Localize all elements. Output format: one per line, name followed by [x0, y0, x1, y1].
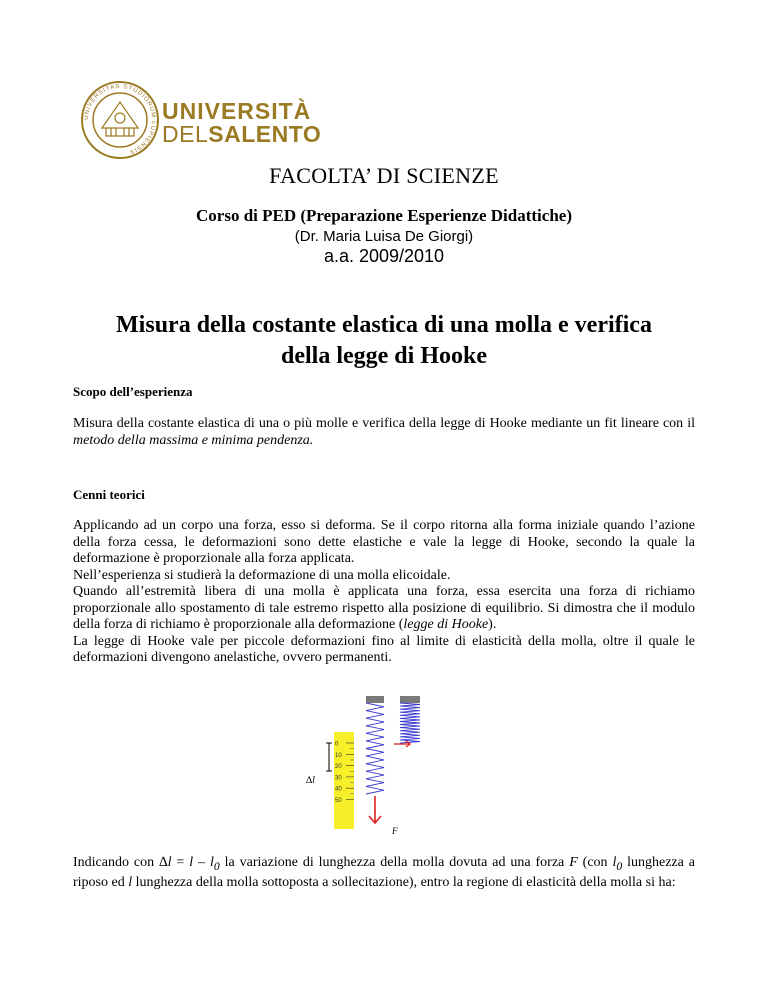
ruler-tick-label: 50: [335, 798, 342, 804]
title-line-1: Misura della costante elastica di una molla e verifica: [116, 312, 652, 338]
teacher-name: (Dr. Maria Luisa De Giorgi): [294, 228, 474, 245]
af-c: –: [193, 855, 210, 870]
academic-year: a.a. 2009/2010: [323, 246, 445, 266]
svg-text:UNIVERSITAS STUDIORUM LUPIENSI: [84, 84, 156, 155]
logo-del: DEL: [162, 121, 209, 147]
document-title: [0, 310, 768, 372]
spring-mount-right: [400, 696, 420, 703]
theory-heading: Cenni teorici: [73, 487, 145, 502]
spring-ruler-figure: [300, 686, 450, 836]
af-a: Indicando con: [73, 855, 160, 870]
af-sub0b: 0: [616, 859, 623, 873]
af-sym-l0: l: [209, 855, 214, 870]
university-seal-logo: [80, 80, 160, 160]
course-name: Corso di PED (Preparazione Esperienze Didattiche): [196, 206, 572, 225]
ruler-tick-label: 20: [335, 764, 342, 771]
seal-text: UNIVERSITAS STUDIORUM LUPIENSIS: [83, 83, 157, 155]
af-sub0: 0: [213, 859, 220, 873]
ruler-tick-label: 10: [335, 752, 342, 759]
spring-mount-left: [366, 696, 384, 703]
scope-text-italic: metodo della massima e minima pendenza.: [73, 432, 314, 448]
af-sym-delta-l: ∆l: [159, 855, 172, 870]
faculty-heading: FACOLTA’ DI SCIENZE: [269, 163, 499, 188]
scope-paragraph: [73, 416, 695, 449]
logo-line-universita: UNIVERSITÀ: [162, 98, 312, 124]
scope-heading: Scopo dell’esperienza: [73, 384, 193, 399]
delta-l-label: ∆l: [306, 775, 315, 786]
theory-p1: Applicando ad un corpo una forza, esso si deforma. Se il corpo ritorna alla forma iniziale quando l’azione della forza cessa, le deformazioni sono dette elastiche e vale la legge di Hooke, secondo la quale la deformazione è proporzionale alla forza applicata.: [73, 518, 695, 566]
ruler-tick-label: 0: [335, 741, 339, 748]
title-line-2: della legge di Hooke: [281, 343, 487, 369]
logo-salento: SALENTO: [208, 121, 322, 147]
af-sym-l0b: l: [612, 855, 617, 870]
af-d: la variazione di lunghezza della molla dovuta ad una forza: [219, 855, 570, 870]
ruler-tick-label: 40: [335, 786, 342, 793]
theory-p3-a: Quando all’estremità libera di una molla è applicata una forza, essa esercita una forza di richiamo proporzionale allo spostamento di tale estremo rispetto alla posizione di equilibrio. Si dimostra che il modulo della forza di richiamo è proporzionale alla deformazione (: [73, 584, 695, 632]
spring-stretched: [366, 703, 384, 794]
theory-p3-b: ).: [488, 617, 497, 632]
af-sym-f: F: [569, 855, 578, 870]
delta-bracket: [326, 743, 332, 771]
deformation-paragraph: [73, 855, 695, 892]
theory-paragraph: [73, 518, 695, 667]
spring-rest: [400, 703, 420, 743]
af-f: lunghezza a riposo ed: [73, 855, 695, 891]
scope-text-a: Misura della costante elastica di una o più molle e verifica della legge di Hooke mediante un fit lineare con il: [73, 416, 695, 431]
af-g: lunghezza della molla sottoposta a sollecitazione), entro la regione di elasticità della molla si ha:: [132, 875, 676, 891]
logo-line-salento: [162, 122, 321, 146]
equilibrium-arrow: [394, 741, 410, 747]
af-sym-l2: l: [128, 875, 133, 891]
theory-p2: Nell’esperienza si studierà la deformazione di una molla elicoidale.: [73, 567, 451, 583]
university-name-logo: [162, 100, 321, 146]
force-label: F: [392, 826, 398, 836]
af-sym-l: l: [189, 855, 194, 870]
af-b: =: [171, 855, 190, 870]
theory-p4: La legge di Hooke vale per piccole deformazioni fino al limite di elasticità della molla, oltre il quale le deformazioni divengono anelastiche, ovvero permanenti.: [73, 633, 695, 665]
ruler-tick-label: 30: [335, 775, 342, 782]
af-e: (con: [577, 855, 613, 870]
force-arrow: [369, 796, 381, 823]
theory-p3-italic: legge di Hooke: [403, 617, 489, 632]
